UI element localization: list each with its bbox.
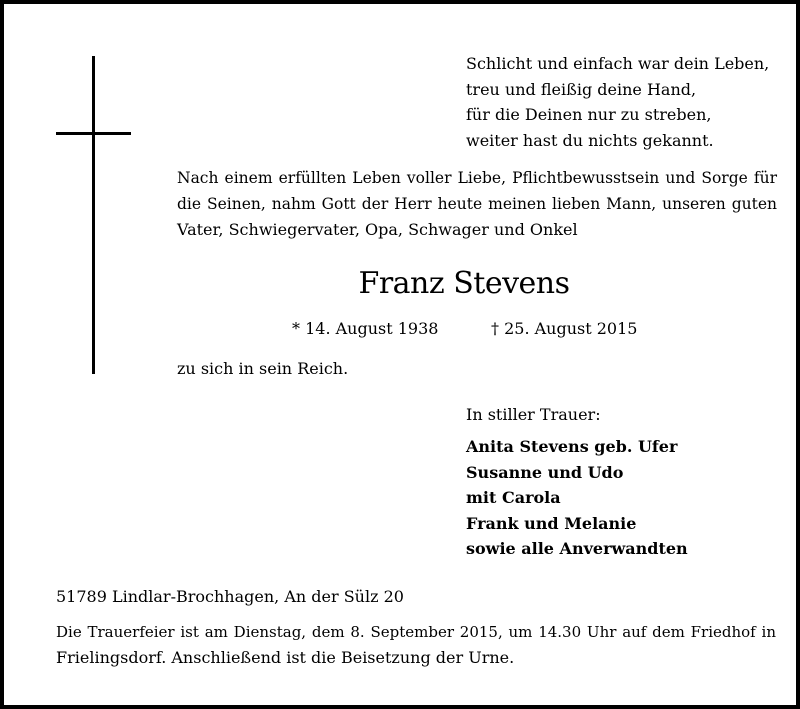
ceremony-info [56,619,776,671]
birth-date: * 14. August 1938 [292,319,439,338]
intro-line: Vater, Schwiegervater, Opa, Schwager und Onkel [177,220,578,239]
deceased-name: Franz Stevens [358,266,570,301]
mourning-label: In stiller Trauer: [466,405,601,424]
cross-horizontal-bar [56,132,131,135]
cross-vertical-bar [92,56,95,374]
ceremony-line: Frielingsdorf. Anschließend ist die Beisetzung der Urne. [56,648,515,667]
mourner-name: Anita Stevens geb. Ufer [466,437,678,456]
poem-line: treu und fleißig deine Hand, [466,79,697,99]
intro-line: die Seinen, nahm Gott der Herr heute meinen lieben Mann, unseren guten [177,195,777,213]
mourners-list [466,434,688,562]
closing-text: zu sich in sein Reich. [177,359,349,378]
poem [466,51,769,153]
death-date: † 25. August 2015 [491,319,638,338]
intro-line: Nach einem erfüllten Leben voller Liebe, Pflichtbewusstsein und Sorge für [177,169,777,187]
family-address: 51789 Lindlar-Brochhagen, An der Sülz 20 [56,587,404,606]
intro-text [177,165,777,243]
poem-line: weiter hast du nichts gekannt. [466,130,714,150]
mourner-name: Susanne und Udo [466,462,624,482]
poem-line: für die Deinen nur zu streben, [466,105,712,124]
mourner-name: mit Carola [466,488,561,507]
mourner-name: sowie alle Anverwandten [466,539,688,558]
ceremony-line: Die Trauerfeier ist am Dienstag, dem 8. September 2015, um 14.30 Uhr auf dem Friedhof in [56,623,776,641]
mourner-name: Frank und Melanie [466,513,637,533]
poem-line: Schlicht und einfach war dein Leben, [466,54,770,73]
